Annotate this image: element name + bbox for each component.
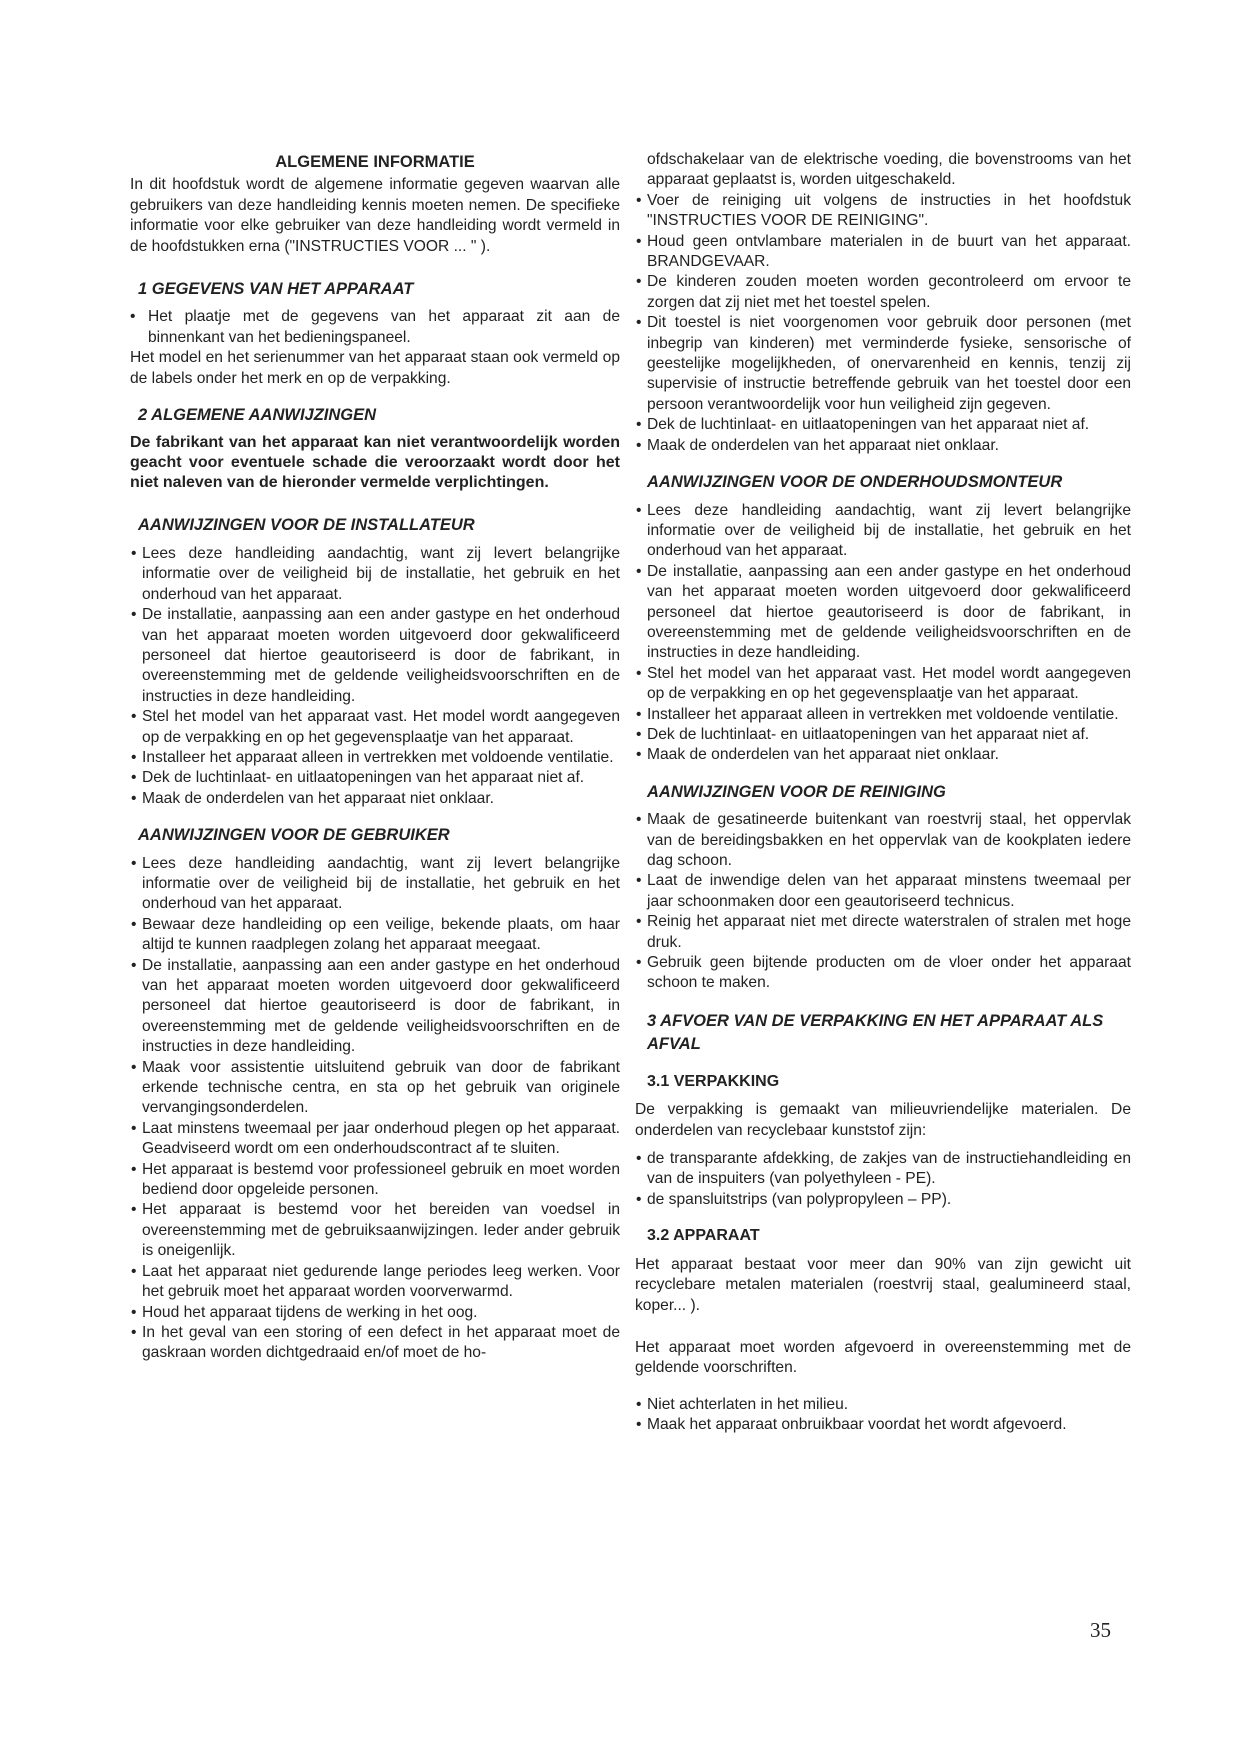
list-item: • Dit toestel is niet voorgenomen voor gebruik door personen (met inbegrip van kinderen) met verminderde fysieke, sensorische of geestelijke mogelijkheden, of onervarenheid en kennis, tenzij zij supervisie of instructie betreffende gebruik van het toestel door een persoon verantwoordelijk voor hun veiligheid zijn gegeven.: [636, 314, 1131, 413]
list-item: • Installeer het apparaat alleen in vertrekken met voldoende ventilatie.: [131, 748, 614, 766]
appliance-paragraph-1: Het apparaat bestaat voor meer dan 90% van zijn gewicht uit recyclebare metalen materialen (roestvrij staal, gealumineerd staal, koper... ).: [635, 1255, 1131, 1314]
list-item: • Dek de luchtinlaat- en uitlaatopeningen van het apparaat niet af.: [131, 769, 585, 787]
list-item: • Het apparaat is bestemd voor professioneel gebruik en moet worden bediend door opgeleide personen.: [131, 1160, 620, 1199]
list-item: • Installeer het apparaat alleen in vertrekken met voldoende ventilatie.: [636, 705, 1119, 723]
list-item: • Gebruik geen bijtende producten om de vloer onder het apparaat schoon te maken.: [636, 954, 1131, 992]
cleaning-list: [635, 810, 1131, 994]
list-item: • Bewaar deze handleiding op een veilige, bekende plaats, om haar altijd te kunnen raadplegen zolang het apparaat meegaat.: [131, 915, 620, 954]
list-item: • Laat minstens tweemaal per jaar onderhoud plegen op het apparaat. Geadviseerd wordt om een onderhoudscontract af te sluiten.: [131, 1119, 620, 1158]
warning-paragraph: De fabrikant van het apparaat kan niet verantwoordelijk worden geacht voor eventuele schade die veroorzaakt wordt door het niet naleven van de hieronder vermelde verplichtingen.: [130, 434, 620, 492]
list-item: • De installatie, aanpassing aan een ander gastype en het onderhoud van het apparaat moeten worden uitgevoerd door gekwalificeerd personeel dat hiertoe geautoriseerd is door de fabrikant, in overeenstemming met de geldende veiligheidsvoorschriften en de instructies in deze handleiding.: [636, 562, 1131, 662]
list-item: • Lees deze handleiding aandachtig, want zij levert belangrijke informatie over de veiligheid bij de installatie, het gebruik en het onderhoud van het apparaat.: [131, 544, 620, 603]
list-item: • Maak de onderdelen van het apparaat niet onklaar.: [636, 746, 999, 764]
user-list-continued: [635, 191, 1131, 456]
list-item: • Houd geen ontvlambare materialen in de buurt van het apparaat. BRANDGEVAAR.: [636, 232, 1131, 271]
packaging-paragraph: De verpakking is gemaakt van milieuvriendelijke materialen. De onderdelen van recyclebaar kunststof zijn:: [635, 1101, 1131, 1139]
list-item: • Maak de onderdelen van het apparaat niet onklaar.: [636, 436, 999, 454]
section-3-1-heading: 3.1 VERPAKKING: [647, 1072, 780, 1090]
section-2-heading: 2 ALGEMENE AANWIJZINGEN: [138, 406, 377, 425]
list-item: • Lees deze handleiding aandachtig, want zij levert belangrijke informatie over de veiligheid bij de installatie, het gebruik en het onderhoud van het apparaat.: [131, 854, 620, 913]
list-item: • Voer de reiniging uit volgens de instructies in het hoofdstuk "INSTRUCTIES VOOR DE REINIGING".: [636, 191, 1131, 230]
right-column: [635, 150, 1131, 1436]
intro-paragraph: In dit hoofdstuk wordt de algemene informatie gegeven waarvan alle gebruikers van deze handleiding kennis moeten nemen. De specifieke informatie voor elke gebruiker van deze handleiding wordt vermeld in de hoofdstukken erna ("INSTRUCTIES VOOR ... " ).: [130, 176, 620, 255]
list-item: • de spansluitstrips (van polypropyleen – PP).: [636, 1190, 952, 1208]
packaging-list: [635, 1149, 1131, 1210]
page-title: ALGEMENE INFORMATIE: [275, 153, 475, 171]
section-3-heading: 3 AFVOER VAN DE VERPAKKING EN HET APPARAAT ALS AFVAL: [647, 1011, 1104, 1053]
list-item: • Het plaatje met de gegevens van het apparaat zit aan de binnenkant van het bedieningspaneel.: [130, 308, 620, 346]
installer-heading: AANWIJZINGEN VOOR DE INSTALLATEUR: [138, 516, 475, 535]
list-item: • Dek de luchtinlaat- en uitlaatopeningen van het apparaat niet af.: [636, 725, 1090, 743]
appliance-paragraph-2: Het apparaat moet worden afgevoerd in overeenstemming met de geldende voorschriften.: [635, 1338, 1131, 1377]
cleaning-heading: AANWIJZINGEN VOOR DE REINIGING: [647, 782, 946, 801]
maintenance-heading: AANWIJZINGEN VOOR DE ONDERHOUDSMONTEUR: [647, 473, 1063, 492]
list-item: • Maak voor assistentie uitsluitend gebruik van door de fabrikant erkende technische centra, en sta op het gebruik van originele vervangingsonderdelen.: [131, 1058, 620, 1117]
list-item: • de transparante afdekking, de zakjes van de instructiehandleiding en van de inspuiters (van polyethyleen - PE).: [636, 1150, 1131, 1188]
section-1-heading: 1 GEGEVENS VAN HET APPARAAT: [138, 280, 414, 299]
list-item: • Houd het apparaat tijdens de werking in het oog.: [131, 1303, 478, 1321]
list-item: • Maak het apparaat onbruikbaar voordat het wordt afgevoerd.: [636, 1416, 1067, 1434]
continued-paragraph: ofdschakelaar van de elektrische voeding, die bovenstrooms van het apparaat geplaatst is, worden uitgeschakeld.: [647, 151, 1131, 189]
list-item: • Maak de gesatineerde buitenkant van roestvrij staal, het oppervlak van de bereidingsbakken en het oppervlak van de kookplaten iedere dag schoon.: [636, 811, 1131, 869]
page-number: 35: [1090, 1618, 1111, 1642]
list-item: • In het geval van een storing of een defect in het apparaat moet de gaskraan worden dichtgedraaid en/of moet de ho-: [131, 1323, 620, 1362]
section-3-2-heading: 3.2 APPARAAT: [647, 1227, 760, 1245]
list-item: Het model en het serienummer van het apparaat staan ook vermeld op de labels onder het merk en op de verpakking.: [130, 349, 620, 387]
list-item: • Lees deze handleiding aandachtig, want zij levert belangrijke informatie over de veiligheid bij de installatie, het gebruik en het onderhoud van het apparaat.: [636, 501, 1131, 560]
list-item: • De installatie, aanpassing aan een ander gastype en het onderhoud van het apparaat moeten worden uitgevoerd door gekwalificeerd personeel dat hiertoe geautoriseerd is door de fabrikant, in overeenstemming met de geldende veiligheidsvoorschriften en de instructies in deze handleiding.: [131, 606, 620, 705]
appliance-list: [635, 1395, 1131, 1436]
list-item: • Laat de inwendige delen van het apparaat minstens tweemaal per jaar schoonmaken door een geautoriseerd technicus.: [636, 872, 1131, 910]
left-column: [130, 150, 620, 1364]
list-item: • Niet achterlaten in het milieu.: [636, 1395, 849, 1413]
user-heading: AANWIJZINGEN VOOR DE GEBRUIKER: [138, 826, 450, 845]
section-1-list: [130, 307, 620, 389]
list-item: • Stel het model van het apparaat vast. Het model wordt aangegeven op de verpakking en op het gegevensplaatje van het apparaat.: [131, 708, 620, 746]
maintenance-list: [635, 501, 1131, 766]
list-item: • De installatie, aanpassing aan een ander gastype en het onderhoud van het apparaat moeten worden uitgevoerd door gekwalificeerd personeel dat hiertoe geautoriseerd is door de fabrikant, in overeenstemming met de geldende veiligheidsvoorschriften en de instructies in deze handleiding.: [131, 956, 620, 1056]
list-item: • Het apparaat is bestemd voor het bereiden van voedsel in overeenstemming met de gebruiksaanwijzingen. Ieder ander gebruik is oneigenlijk.: [131, 1201, 620, 1260]
list-item: • Laat het apparaat niet gedurende lange periodes leeg werken. Voor het gebruik moet het apparaat worden voorverwarmd.: [131, 1262, 620, 1301]
user-list: [130, 854, 620, 1364]
list-item: • Dek de luchtinlaat- en uitlaatopeningen van het apparaat niet af.: [636, 416, 1090, 434]
list-item: • Maak de onderdelen van het apparaat niet onklaar.: [131, 789, 494, 807]
list-item: • Reinig het apparaat niet met directe waterstralen of stralen met hoge druk.: [636, 913, 1131, 951]
list-item: • Stel het model van het apparaat vast. Het model wordt aangegeven op de verpakking en op het gegevensplaatje van het apparaat.: [636, 664, 1131, 703]
list-item: • De kinderen zouden moeten worden gecontroleerd om ervoor te zorgen dat zij niet met het toestel spelen.: [636, 273, 1131, 311]
installer-list: [130, 544, 620, 809]
